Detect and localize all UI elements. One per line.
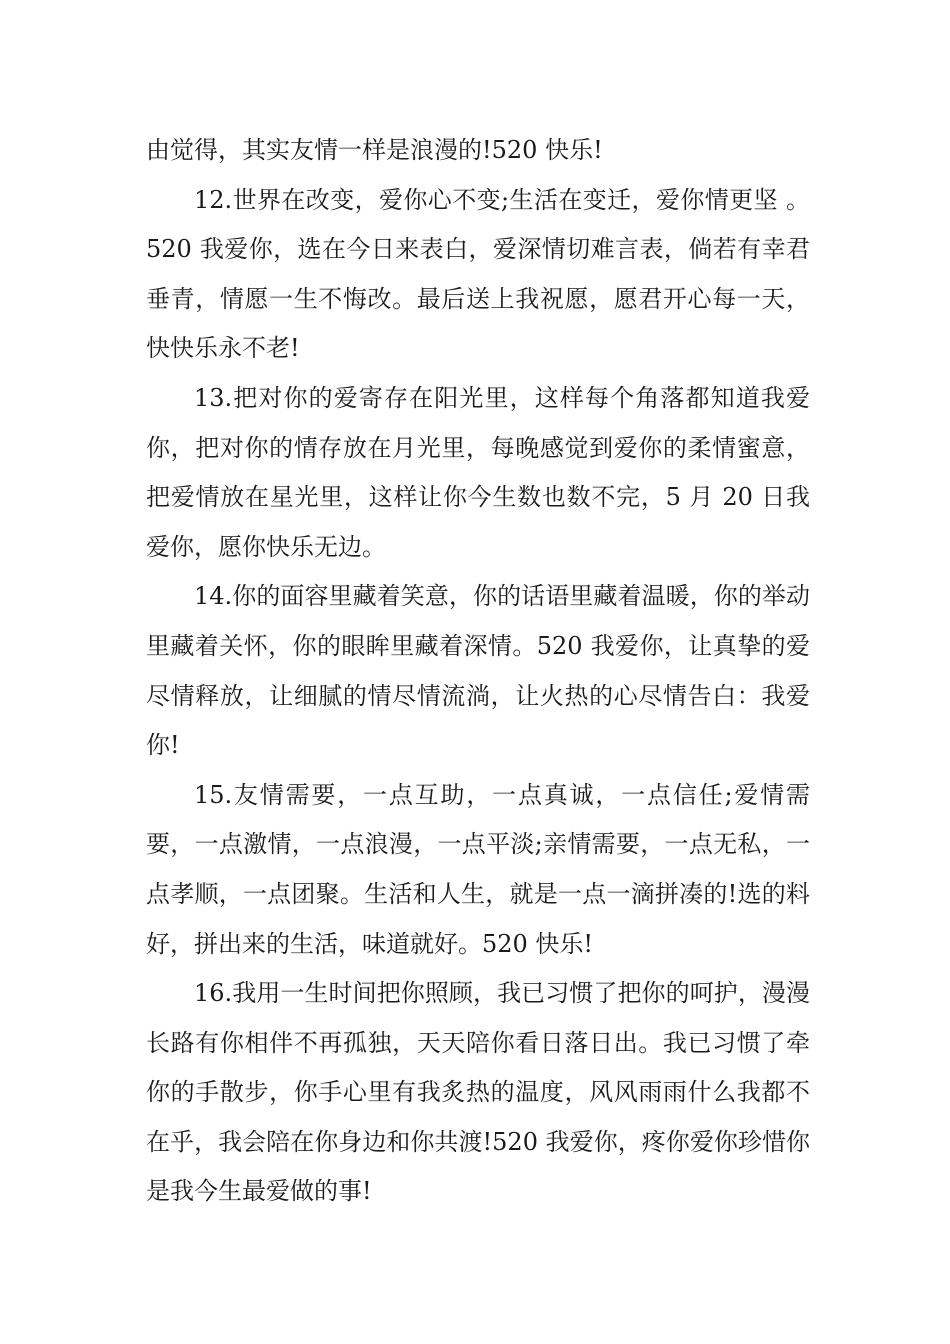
paragraph-continued: 由觉得，其实友情一样是浪漫的!520 快乐!: [146, 136, 603, 164]
paragraph-item-12: 12.世界在改变，爱你心不变;生活在变迁，爱你情更坚 。520 我爱你，选在今日来表白，爱深情切难言表，倘若有幸君垂青，情愿一生不悔改。最后送上我祝愿，愿君开心每一天，快快乐永不老!: [146, 185, 810, 363]
paragraph-item-14: 14.你的面容里藏着笑意，你的话语里藏着温暖，你的举动里藏着关怀，你的眼眸里藏着深情。520 我爱你，让真挚的爱尽情释放，让细腻的情尽情流淌，让火热的心尽情告白：我爱你!: [146, 582, 810, 760]
paragraph-item-13: 13.把对你的爱寄存在阳光里，这样每个角落都知道我爱你，把对你的情存放在月光里，每晚感觉到爱你的柔情蜜意，把爱情放在星光里，这样让你今生数也数不完，5 月 20 日我爱你，愿你快乐无边。: [146, 383, 810, 561]
paragraph-item-16: 16.我用一生时间把你照顾，我已习惯了把你的呵护，漫漫长路有你相伴不再孤独，天天陪你看日落日出。我已习惯了牵你的手散步，你手心里有我炙热的温度，风风雨雨什么我都不在乎，我会陪在你身边和你共渡!520 我爱你，疼你爱你珍惜你是我今生最爱做的事!: [146, 979, 810, 1206]
paragraph-item-15: 15.友情需要，一点互助，一点真诚，一点信任;爱情需要，一点激情，一点浪漫，一点平淡;亲情需要，一点无私，一点孝顺，一点团聚。生活和人生，就是一点一滴拼凑的!选的料好，拼出来的生活，味道就好。520 快乐!: [146, 780, 810, 958]
document-body: [146, 126, 810, 1217]
